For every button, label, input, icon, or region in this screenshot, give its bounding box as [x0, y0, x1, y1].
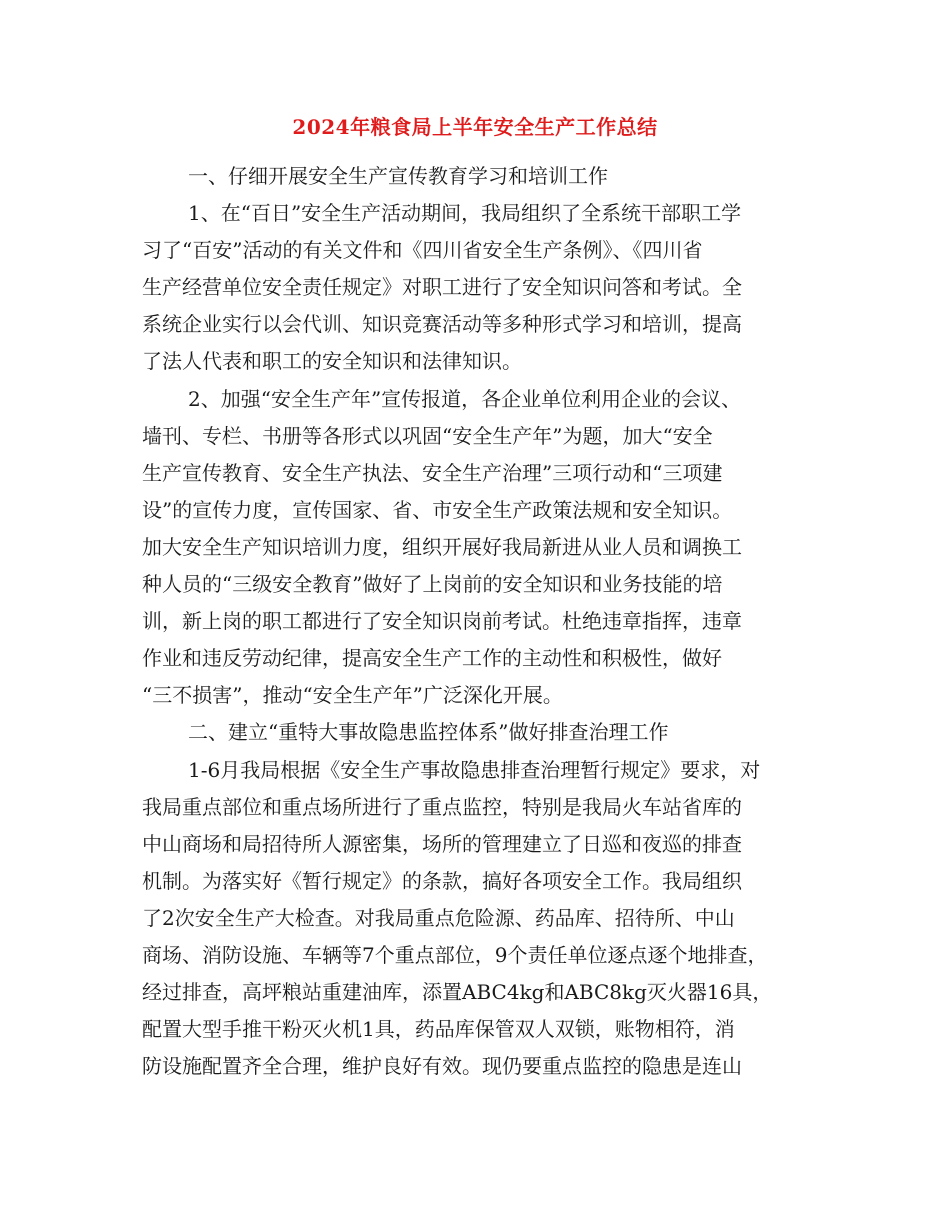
body-text-line: 配置大型手推干粉灭火机1具，药品库保管双人双锁，账物相符，消 [142, 1017, 735, 1042]
body-text-line: 生产宣传教育、安全生产执法、安全生产治理”三项行动和“三项建 [142, 460, 723, 485]
body-text-line: 系统企业实行以会代训、知识竞赛活动等多种形式学习和培训，提高 [142, 312, 742, 337]
body-text-line: 1、在“百日”安全生产活动期间，我局组织了全系统干部职工学 [188, 201, 742, 226]
body-text-line: 经过排查，高坪粮站重建油库，添置ABC4kg和ABC8kg灭火器16具， [142, 980, 773, 1005]
body-text-line: 二、建立“重特大事故隐患监控体系”做好排查治理工作 [188, 720, 669, 745]
document-title: 2024年粮食局上半年安全生产工作总结 [292, 115, 658, 139]
body-text-line: 了法人代表和职工的安全知识和法律知识。 [142, 349, 522, 374]
body-text-line: 2、加强“安全生产年”宣传报道，各企业单位利用企业的会议、 [188, 386, 742, 411]
body-text-line: 加大安全生产知识培训力度，组织开展好我局新进从业人员和调换工 [142, 534, 742, 559]
body-text-line: 习了“百安”活动的有关文件和《四川省安全生产条例》、《四川省 [142, 238, 703, 263]
body-text-line: 生产经营单位安全责任规定》对职工进行了安全知识问答和考试。全 [142, 275, 742, 300]
body-text-line: “三不损害”，推动“安全生产年”广泛深化开展。 [142, 683, 563, 708]
body-text-line: 中山商场和局招待所人源密集，场所的管理建立了日巡和夜巡的排查 [142, 831, 742, 856]
document-body [142, 158, 822, 1085]
body-text-line: 机制。为落实好《暂行规定》的条款，搞好各项安全工作。我局组织 [142, 868, 742, 893]
body-text-line: 训，新上岗的职工都进行了安全知识岗前考试。杜绝违章指挥，违章 [142, 609, 742, 634]
body-text-line: 设”的宣传力度，宣传国家、省、市安全生产政策法规和安全知识。 [142, 497, 733, 522]
body-text-line: 了2次安全生产大检查。对我局重点危险源、药品库、招待所、中山 [142, 905, 735, 930]
body-text-line: 种人员的“三级安全教育”做好了上岗前的安全知识和业务技能的培 [142, 572, 723, 597]
body-text-line: 商场、消防设施、车辆等7个重点部位，9个责任单位逐点逐个地排查， [142, 942, 768, 967]
body-text-line: 墙刊、专栏、书册等各形式以巩固“安全生产年”为题，加大“安全 [142, 423, 713, 448]
body-text-line: 1-6月我局根据《安全生产事故隐患排查治理暂行规定》要求，对 [188, 757, 761, 782]
body-text-line: 一、仔细开展安全生产宣传教育学习和培训工作 [188, 164, 608, 188]
body-text-line: 防设施配置齐全合理，维护良好有效。现仍要重点监控的隐患是连山 [142, 1054, 742, 1079]
body-text-line: 我局重点部位和重点场所进行了重点监控，特别是我局火车站省库的 [142, 794, 742, 819]
body-text-line: 作业和违反劳动纪律，提高安全生产工作的主动性和积极性，做好 [142, 646, 722, 671]
